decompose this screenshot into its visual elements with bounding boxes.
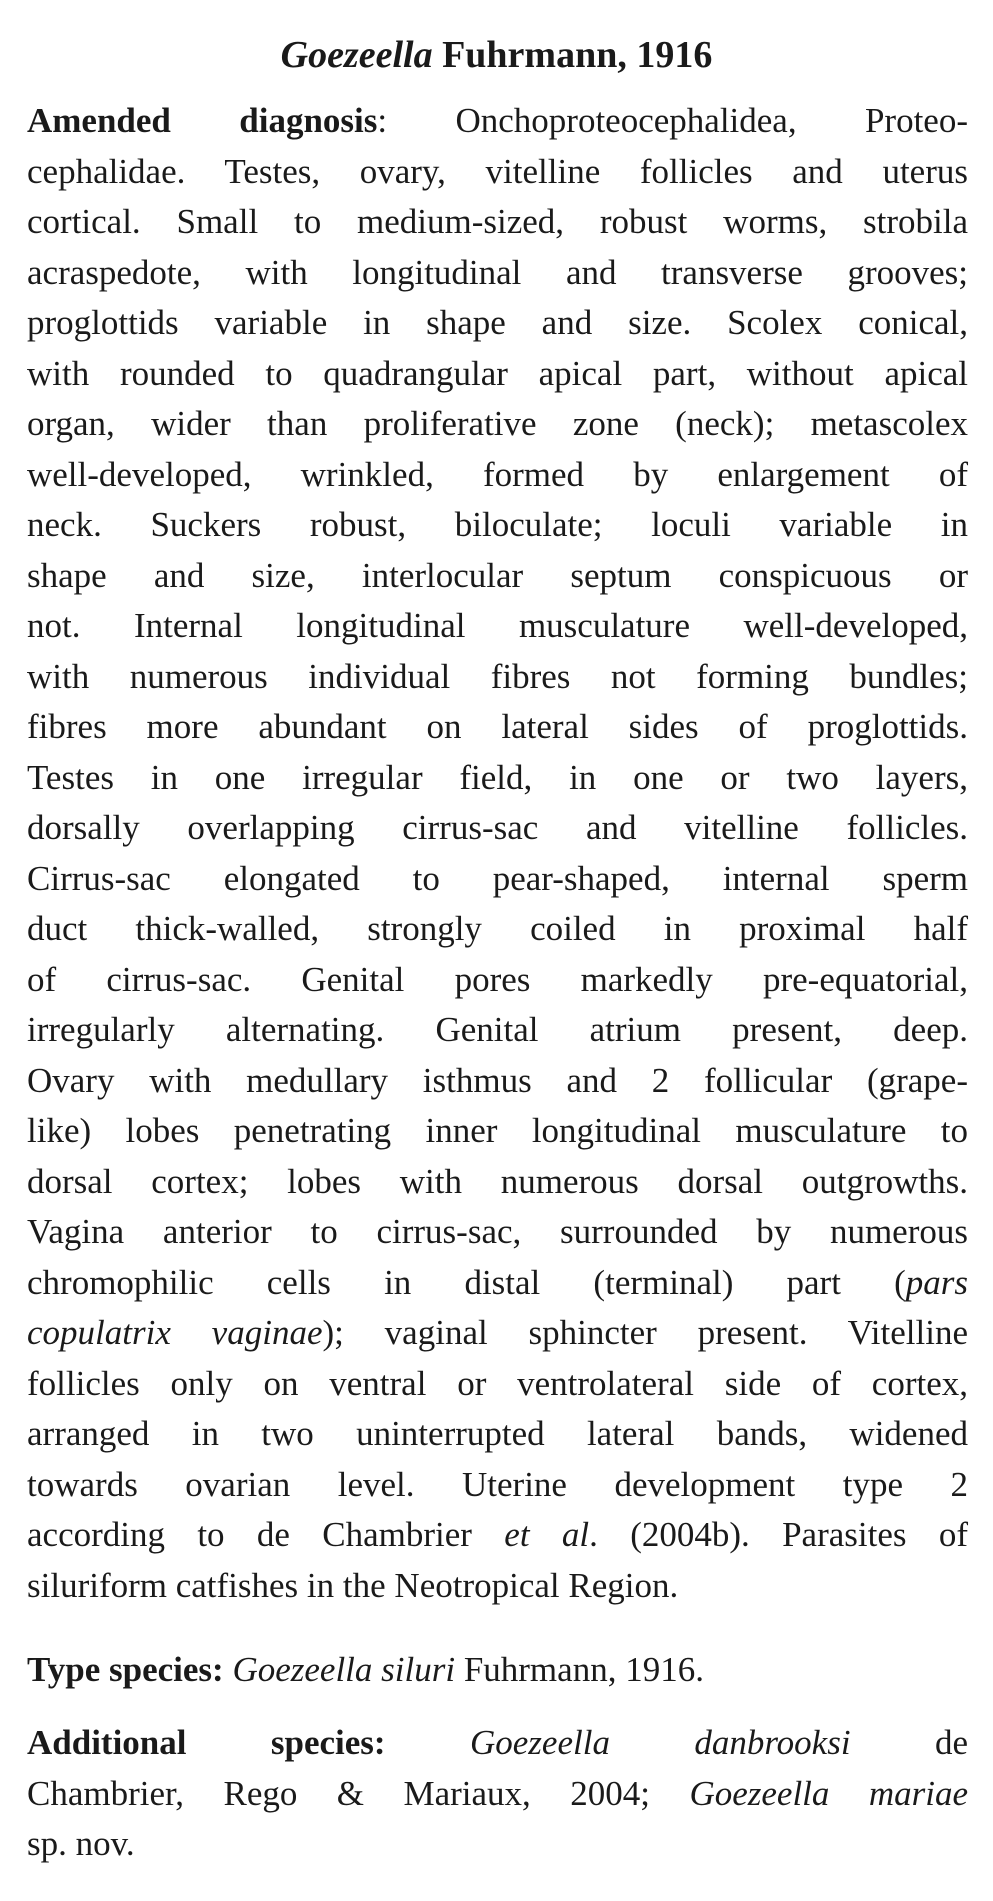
text-segment: Testes in one irregular field, in one or two layers, [27,757,968,797]
text-segment: towards ovarian level. Uterine development type 2 [27,1464,968,1504]
text-segment: Cirrus-sac elongated to pear-shaped, internal sperm [27,858,968,898]
text-line [27,96,968,147]
text-segment: acraspedote, with longitudinal and transverse grooves; [27,252,968,292]
text-line [27,1106,968,1157]
bold-heading: Type species: [27,1650,233,1689]
text-segment: Fuhrmann, 1916. [455,1650,704,1689]
text-segment: with rounded to quadrangular apical part, without apical [27,353,968,393]
text-line [27,1409,968,1460]
text-segment: Vagina anterior to cirrus-sac, surrounded by numerous [27,1212,968,1251]
text-segment: cephalidae. Testes, ovary, vitelline follicles and uterus [27,151,968,191]
text-line [27,854,968,905]
text-segment: chromophilic cells in distal (terminal) part ( [27,1262,906,1302]
genus-authority: Fuhrmann, 1916 [432,34,713,76]
text-segment: follicles only on ventral or ventrolateral side of cortex, [27,1363,968,1403]
text-segment: Ovary with medullary isthmus and 2 follicular (grape- [27,1060,968,1100]
text-line [27,399,968,450]
bold-heading: Additional species: [27,1723,470,1762]
italic-text: copulatrix vaginae [27,1313,323,1352]
text-segment: dorsal cortex; lobes with numerous dorsal outgrowths. [27,1161,968,1201]
text-line [27,702,968,753]
italic-text: Goezeella siluri [232,1650,456,1689]
text-line [27,1718,968,1769]
text-segment: according to de Chambrier [27,1515,505,1554]
bold-heading: Amended diagnosis [27,101,378,140]
text-segment: arranged in two uninterrupted lateral bands, widened [27,1414,968,1453]
text-segment: fibres more abundant on lateral sides of proglottids. [27,707,968,746]
text-line [27,551,968,602]
text-line [27,652,968,703]
text-segment: not. Internal longitudinal musculature well-developed, [27,606,968,645]
text-segment: ); vaginal sphincter present. Vitelline [322,1313,969,1352]
text-line [27,1769,968,1820]
genus-name: Goezeella [280,34,433,76]
text-line [27,349,968,400]
text-line [27,601,968,652]
text-segment: well-developed, wrinkled, formed by enlargement of [27,454,968,494]
text-line [27,1561,968,1612]
text-segment: irregularly alternating. Genital atrium present, deep. [27,1010,968,1049]
text-segment: : Onchoproteocephalidea, Proteo- [377,101,968,140]
text-segment: duct thick-walled, strongly coiled in proximal half [27,909,968,948]
text-segment: . (2004b). Parasites of [589,1515,969,1554]
text-line [27,1005,968,1056]
text-segment: organ, wider than proliferative zone (neck); metascolex [27,404,968,443]
text-line [27,1359,968,1410]
text-segment: like) lobes penetrating inner longitudinal musculature to [27,1111,968,1150]
text-line [27,147,968,198]
italic-text: Goezeella mariae [689,1773,968,1813]
text-line [27,500,968,551]
text-segment: dorsally overlapping cirrus-sac and vitelline follicles. [27,808,968,847]
type-species [27,1645,968,1696]
text-line [27,1645,968,1696]
text-line [27,1207,968,1258]
text-line [27,248,968,299]
text-segment: with numerous individual fibres not forming bundles; [27,656,968,696]
text-segment: of cirrus-sac. Genital pores markedly pre-equatorial, [27,959,968,999]
text-segment: cortical. Small to medium-sized, robust worms, strobila [27,202,968,241]
text-segment: shape and size, interlocular septum conspicuous or [27,555,968,595]
text-line [27,1308,968,1359]
amended-diagnosis [27,96,968,1611]
italic-text: pars [905,1262,968,1302]
additional-species [27,1718,968,1870]
text-segment: neck. Suckers robust, biloculate; loculi variable in [27,505,968,544]
text-line [27,904,968,955]
text-line [27,1819,968,1870]
text-line [27,1056,968,1107]
text-line [27,450,968,501]
text-segment: de [850,1723,968,1762]
text-segment: sp. nov. [27,1824,135,1863]
text-line [27,1258,968,1309]
text-line [27,298,968,349]
italic-text: Goezeella danbrooksi [470,1723,851,1762]
text-line [27,753,968,804]
text-line [27,197,968,248]
text-line [27,1157,968,1208]
text-segment: siluriform catfishes in the Neotropical Region. [27,1565,679,1605]
section-title [0,30,993,80]
text-line [27,1460,968,1511]
text-segment: Chambrier, Rego & Mariaux, 2004; [27,1773,690,1813]
text-line [27,1510,968,1561]
text-line [27,955,968,1006]
text-line [27,803,968,854]
italic-text: et al [504,1515,590,1554]
text-segment: proglottids variable in shape and size. Scolex conical, [27,303,968,342]
